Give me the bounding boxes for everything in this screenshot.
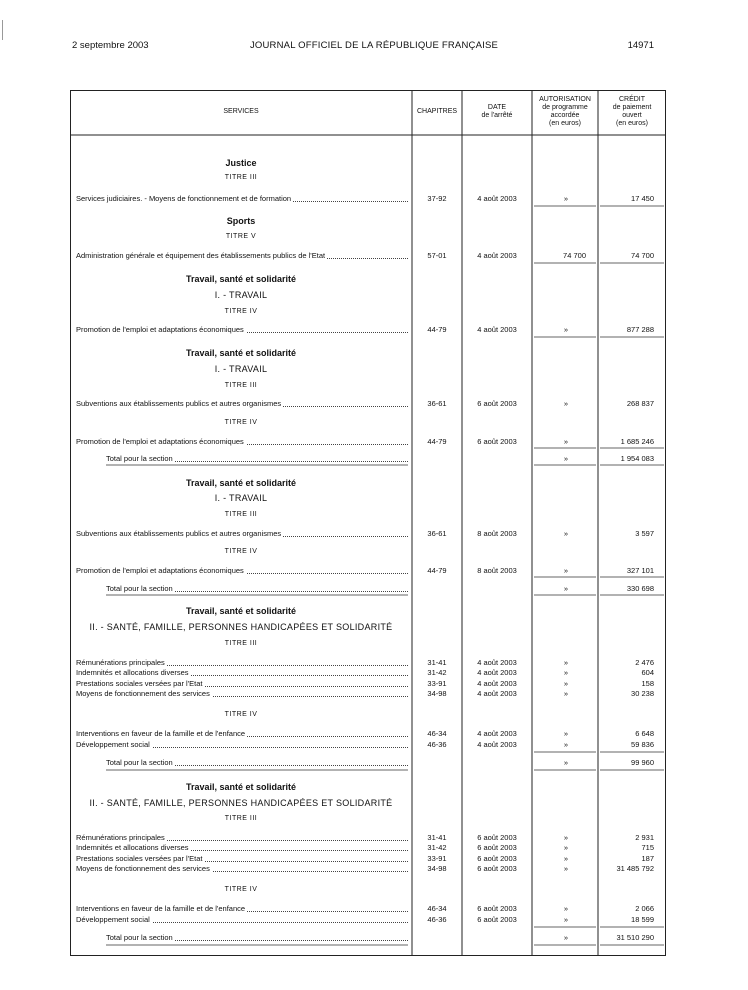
date-cell: 6 août 2003 [477, 833, 517, 842]
row-label [76, 399, 408, 408]
row-label-text: Total pour la section [106, 933, 173, 942]
row-label [76, 843, 408, 852]
section-heading: II. - SANTÉ, FAMILLE, PERSONNES HANDICAPÉES ET SOLIDARITÉ [89, 798, 393, 808]
col-header-services: SERVICES [223, 108, 259, 115]
section-heading: I. - TRAVAIL [214, 290, 268, 300]
autorisation-cell: » [563, 758, 569, 767]
row-label-text: Prestations sociales versées par l'Etat [76, 679, 203, 688]
date-cell: 4 août 2003 [477, 679, 517, 688]
autorisation-cell: » [563, 437, 569, 446]
row-label-text: Promotion de l'emploi et adaptations économiques [76, 325, 244, 334]
row-label [76, 668, 408, 677]
row-label [76, 566, 408, 575]
credit-cell: 187 [641, 854, 654, 863]
credit-cell: 2 066 [635, 904, 654, 913]
ministry-heading: Travail, santé et solidarité [185, 782, 297, 792]
chapitre-cell: 34-98 [427, 689, 447, 698]
autorisation-cell: » [563, 454, 569, 463]
row-label [76, 658, 408, 667]
date-cell: 8 août 2003 [477, 529, 517, 538]
row-label [76, 325, 408, 334]
titre-heading: TITRE V [225, 233, 257, 240]
autorisation-cell: » [563, 668, 569, 677]
chapitre-cell: 37-92 [427, 194, 447, 203]
row-label-text: Rémunérations principales [76, 658, 165, 667]
chapitre-cell: 57-01 [427, 251, 447, 260]
row-label-text: Développement social [76, 740, 150, 749]
credit-cell: 30 238 [631, 689, 654, 698]
total-row-label [106, 584, 408, 593]
credit-cell: 18 599 [631, 915, 654, 924]
autorisation-cell: » [563, 864, 569, 873]
ministry-heading: Travail, santé et solidarité [185, 606, 297, 616]
titre-heading: TITRE IV [224, 548, 258, 555]
row-label [76, 854, 408, 863]
chapitre-cell: 44-79 [427, 325, 447, 334]
credit-cell: 327 101 [626, 566, 654, 575]
credit-cell: 99 960 [631, 758, 654, 767]
col-header-credit-l1: CRÉDIT [618, 96, 646, 103]
row-label-text: Interventions en faveur de la famille et de l'enfance [76, 904, 246, 913]
row-label-text: Subventions aux établissements publics et autres organismes [76, 399, 282, 408]
titre-heading: TITRE IV [224, 886, 258, 893]
chapitre-cell: 31-41 [427, 658, 447, 667]
row-label-text: Indemnités et allocations diverses [76, 668, 189, 677]
col-header-autorisation [532, 96, 598, 128]
ministry-heading: Travail, santé et solidarité [185, 348, 297, 358]
credit-cell: 31 510 290 [616, 933, 654, 942]
row-label-text: Total pour la section [106, 454, 173, 463]
autorisation-cell: » [563, 679, 569, 688]
chapitre-cell: 31-42 [427, 668, 447, 677]
date-cell: 6 août 2003 [477, 864, 517, 873]
credit-cell: 877 288 [626, 325, 654, 334]
credit-cell: 74 700 [631, 251, 654, 260]
chapitre-cell: 44-79 [427, 437, 447, 446]
credit-cell: 158 [641, 679, 654, 688]
credit-cell: 3 597 [635, 529, 654, 538]
col-header-chapitres: CHAPITRES [416, 108, 458, 115]
date-cell: 4 août 2003 [477, 668, 517, 677]
titre-heading: TITRE IV [224, 711, 258, 718]
date-cell: 6 août 2003 [477, 915, 517, 924]
page-header [0, 0, 748, 60]
titre-heading: TITRE III [224, 640, 258, 647]
credit-cell: 6 648 [635, 729, 654, 738]
date-cell: 4 août 2003 [477, 740, 517, 749]
row-label [76, 194, 408, 203]
chapitre-cell: 31-42 [427, 843, 447, 852]
chapitre-cell: 31-41 [427, 833, 447, 842]
section-heading: II. - SANTÉ, FAMILLE, PERSONNES HANDICAPÉES ET SOLIDARITÉ [89, 622, 393, 632]
row-label [76, 740, 408, 749]
ministry-heading: Sports [226, 216, 256, 226]
autorisation-cell: » [563, 854, 569, 863]
credit-cell: 715 [641, 843, 654, 852]
autorisation-cell: » [563, 584, 569, 593]
ministry-heading: Travail, santé et solidarité [185, 478, 297, 488]
col-header-credit [598, 96, 666, 128]
col-header-auto-l2: de programme [542, 104, 588, 111]
date-cell: 6 août 2003 [477, 904, 517, 913]
titre-heading: TITRE IV [224, 419, 258, 426]
autorisation-cell: » [563, 904, 569, 913]
row-label-text: Promotion de l'emploi et adaptations économiques [76, 566, 244, 575]
credit-cell: 1 954 083 [620, 454, 654, 463]
chapitre-cell: 33-91 [427, 854, 447, 863]
date-cell: 4 août 2003 [477, 729, 517, 738]
autorisation-cell: » [563, 729, 569, 738]
chapitre-cell: 46-34 [427, 729, 447, 738]
titre-heading: TITRE III [224, 511, 258, 518]
row-label-text: Prestations sociales versées par l'Etat [76, 854, 203, 863]
date-cell: 6 août 2003 [477, 437, 517, 446]
chapitre-cell: 33-91 [427, 679, 447, 688]
autorisation-cell: » [563, 740, 569, 749]
date-cell: 4 août 2003 [477, 325, 517, 334]
row-label [76, 437, 408, 446]
autorisation-cell: » [563, 658, 569, 667]
autorisation-cell: 74 700 [563, 251, 586, 260]
col-header-credit-l2: de paiement [612, 104, 652, 111]
credit-cell: 330 698 [626, 584, 654, 593]
autorisation-cell: » [563, 566, 569, 575]
header-page-number: 14971 [627, 40, 654, 51]
autorisation-cell: » [563, 399, 569, 408]
row-label-text: Développement social [76, 915, 150, 924]
section-heading: I. - TRAVAIL [214, 493, 268, 503]
row-label-text: Moyens de fonctionnement des services [76, 864, 210, 873]
autorisation-cell: » [563, 325, 569, 334]
row-label-text: Indemnités et allocations diverses [76, 843, 189, 852]
total-row-label [106, 454, 408, 463]
row-label [76, 529, 408, 538]
row-label-text: Subventions aux établissements publics et autres organismes [76, 529, 282, 538]
row-label [76, 904, 408, 913]
credits-table [70, 90, 666, 956]
date-cell: 4 août 2003 [477, 251, 517, 260]
date-cell: 8 août 2003 [477, 566, 517, 575]
autorisation-cell: » [563, 833, 569, 842]
ministry-heading: Justice [225, 158, 257, 168]
chapitre-cell: 46-36 [427, 915, 447, 924]
autorisation-cell: » [563, 843, 569, 852]
row-label-text: Administration générale et équipement des établissements publics de l'Etat [76, 251, 326, 260]
header-journal-title: JOURNAL OFFICIEL DE LA RÉPUBLIQUE FRANÇAISE [249, 40, 499, 51]
row-label [76, 864, 408, 873]
row-label-text: Rémunérations principales [76, 833, 165, 842]
credit-cell: 31 485 792 [616, 864, 654, 873]
date-cell: 4 août 2003 [477, 689, 517, 698]
row-label-text: Services judiciaires. - Moyens de fonctionnement et de formation [76, 194, 292, 203]
chapitre-cell: 46-36 [427, 740, 447, 749]
titre-heading: TITRE III [224, 815, 258, 822]
credit-cell: 1 685 246 [620, 437, 654, 446]
row-label-text: Total pour la section [106, 758, 173, 767]
chapitre-cell: 36-61 [427, 529, 447, 538]
autorisation-cell: » [563, 689, 569, 698]
row-label-text: Moyens de fonctionnement des services [76, 689, 210, 698]
row-label-text: Interventions en faveur de la famille et de l'enfance [76, 729, 246, 738]
ministry-heading: Travail, santé et solidarité [185, 274, 297, 284]
credit-cell: 604 [641, 668, 654, 677]
chapitre-cell: 44-79 [427, 566, 447, 575]
credit-cell: 59 836 [631, 740, 654, 749]
row-label [76, 729, 408, 738]
row-label [76, 679, 408, 688]
autorisation-cell: » [563, 194, 569, 203]
credit-cell: 268 837 [626, 399, 654, 408]
credit-cell: 17 450 [631, 194, 654, 203]
section-heading: I. - TRAVAIL [214, 364, 268, 374]
col-header-date-l1: DATE [487, 104, 507, 111]
chapitre-cell: 46-34 [427, 904, 447, 913]
titre-heading: TITRE III [224, 382, 258, 389]
col-header-auto-l4: (en euros) [549, 120, 581, 127]
col-header-credit-l3: ouvert [622, 112, 642, 119]
col-header-auto-l3: accordée [550, 112, 580, 119]
header-date: 2 septembre 2003 [72, 40, 149, 51]
row-label [76, 251, 408, 260]
chapitre-cell: 36-61 [427, 399, 447, 408]
autorisation-cell: » [563, 933, 569, 942]
col-header-date-l2: de l'arrêté [481, 112, 513, 119]
date-cell: 6 août 2003 [477, 854, 517, 863]
credit-cell: 2 476 [635, 658, 654, 667]
col-header-auto-l1: AUTORISATION [539, 96, 591, 103]
date-cell: 6 août 2003 [477, 843, 517, 852]
total-row-label [106, 758, 408, 767]
chapitre-cell: 34-98 [427, 864, 447, 873]
col-header-credit-l4: (en euros) [616, 120, 648, 127]
row-label-text: Total pour la section [106, 584, 173, 593]
titre-heading: TITRE IV [224, 308, 258, 315]
autorisation-cell: » [563, 529, 569, 538]
credit-cell: 2 931 [635, 833, 654, 842]
date-cell: 4 août 2003 [477, 194, 517, 203]
row-label-text: Promotion de l'emploi et adaptations économiques [76, 437, 244, 446]
date-cell: 4 août 2003 [477, 658, 517, 667]
total-row-label [106, 933, 408, 942]
scan-edge-mark [2, 20, 3, 40]
col-header-date [462, 104, 532, 120]
row-label [76, 915, 408, 924]
row-label [76, 689, 408, 698]
titre-heading: TITRE III [224, 174, 258, 181]
row-label [76, 833, 408, 842]
autorisation-cell: » [563, 915, 569, 924]
date-cell: 6 août 2003 [477, 399, 517, 408]
